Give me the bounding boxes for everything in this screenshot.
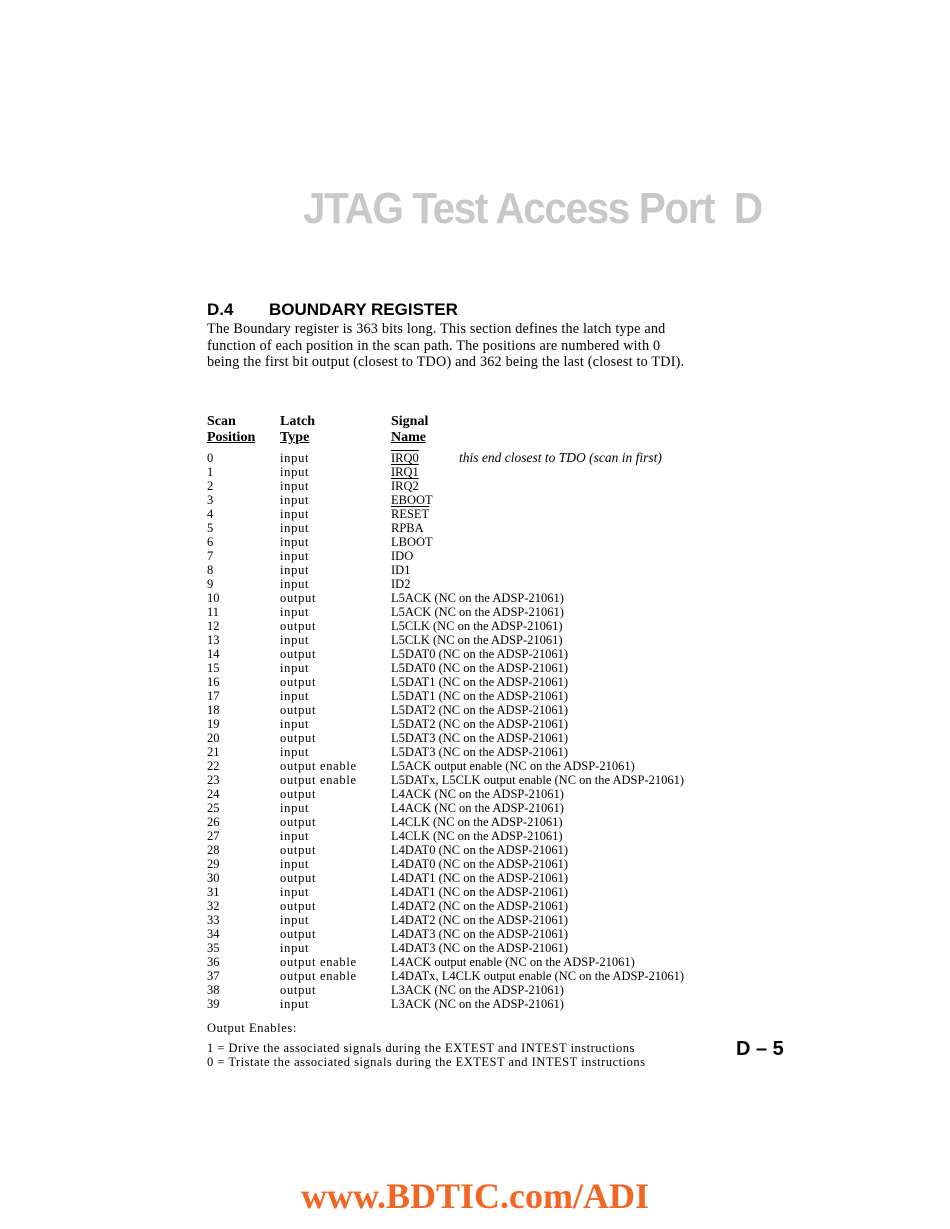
latch-type: input bbox=[280, 577, 310, 591]
latch-type: input bbox=[280, 633, 310, 647]
header-signal: Signal bbox=[391, 414, 429, 429]
latch-type: input bbox=[280, 563, 310, 577]
output-enable-line-2: 0 = Tristate the associated signals during the EXTEST and INTEST instructions bbox=[207, 1055, 646, 1069]
scan-position: 18 bbox=[207, 703, 220, 717]
signal-name: L5DAT1 (NC on the ADSP-21061) bbox=[391, 689, 569, 703]
signal-name: RPBA bbox=[391, 521, 424, 535]
latch-type: input bbox=[280, 661, 310, 675]
latch-type: output bbox=[280, 731, 317, 745]
latch-type: output bbox=[280, 871, 317, 885]
scan-position: 11 bbox=[207, 605, 220, 619]
signal-name: L5DAT2 (NC on the ADSP-21061) bbox=[391, 703, 569, 717]
scan-position: 33 bbox=[207, 913, 220, 927]
signal-name: L4ACK (NC on the ADSP-21061) bbox=[391, 801, 564, 815]
latch-type: output enable bbox=[280, 955, 357, 969]
signal-name: L5DAT2 (NC on the ADSP-21061) bbox=[391, 717, 569, 731]
intro-paragraph: The Boundary register is 363 bits long. This section defines the latch type and function of each position in the scan path. The positions are numbered with 0 being the first bit output (closest to TDO) and 362 being the last (closest to TDI). bbox=[207, 321, 685, 370]
tdo-note: this end closest to TDO (scan in first) bbox=[459, 450, 662, 465]
footer-url-link[interactable]: www.BDTIC.com/ADI bbox=[300, 1176, 649, 1216]
scan-position: 30 bbox=[207, 871, 220, 885]
scan-position: 3 bbox=[207, 493, 214, 507]
scan-position: 31 bbox=[207, 885, 220, 899]
scan-position: 8 bbox=[207, 563, 214, 577]
signal-name: L5DAT3 (NC on the ADSP-21061) bbox=[391, 745, 569, 759]
header-latch: Latch bbox=[280, 414, 315, 429]
scan-position: 22 bbox=[207, 759, 220, 773]
header-scan: Scan bbox=[207, 414, 236, 429]
scan-position: 20 bbox=[207, 731, 220, 745]
signal-name: L4DAT0 (NC on the ADSP-21061) bbox=[391, 857, 569, 871]
scan-position: 29 bbox=[207, 857, 220, 871]
scan-position: 24 bbox=[207, 787, 220, 801]
signal-name: EBOOT bbox=[391, 493, 433, 507]
scan-position: 6 bbox=[207, 535, 214, 549]
latch-type: input bbox=[280, 521, 310, 535]
latch-type: output enable bbox=[280, 759, 357, 773]
signal-name: L5DAT3 (NC on the ADSP-21061) bbox=[391, 731, 569, 745]
latch-type: input bbox=[280, 857, 310, 871]
signal-name: IRQ1 bbox=[391, 465, 419, 479]
latch-type: output enable bbox=[280, 773, 357, 787]
latch-type: output bbox=[280, 591, 317, 605]
scan-position: 34 bbox=[207, 927, 220, 941]
header-type: Type bbox=[280, 430, 310, 445]
latch-type: output bbox=[280, 647, 317, 661]
latch-type: output bbox=[280, 619, 317, 633]
scan-position: 19 bbox=[207, 717, 220, 731]
output-enable-line-1: 1 = Drive the associated signals during the EXTEST and INTEST instructions bbox=[207, 1041, 635, 1055]
scan-position: 21 bbox=[207, 745, 220, 759]
scan-position: 27 bbox=[207, 829, 220, 843]
signal-name: L5DAT0 (NC on the ADSP-21061) bbox=[391, 661, 569, 675]
scan-position: 39 bbox=[207, 997, 220, 1011]
latch-type: input bbox=[280, 689, 310, 703]
latch-type: output bbox=[280, 675, 317, 689]
signal-name: L5DAT1 (NC on the ADSP-21061) bbox=[391, 675, 569, 689]
signal-name: IDO bbox=[391, 549, 414, 563]
latch-type: input bbox=[280, 829, 310, 843]
signal-name: L4DAT3 (NC on the ADSP-21061) bbox=[391, 941, 569, 955]
latch-type: output enable bbox=[280, 969, 357, 983]
scan-position: 13 bbox=[207, 633, 220, 647]
signal-name: L4ACK output enable (NC on the ADSP-21061) bbox=[391, 955, 635, 969]
output-enables-legend bbox=[207, 1041, 645, 1069]
section-title: BOUNDARY REGISTER bbox=[269, 300, 458, 319]
latch-type: input bbox=[280, 717, 310, 731]
scan-position: 14 bbox=[207, 647, 220, 661]
latch-type: input bbox=[280, 885, 310, 899]
signal-name: L5ACK (NC on the ADSP-21061) bbox=[391, 591, 564, 605]
scan-position: 10 bbox=[207, 591, 220, 605]
latch-type: input bbox=[280, 801, 310, 815]
signal-name: L4DAT1 (NC on the ADSP-21061) bbox=[391, 885, 569, 899]
scan-position: 7 bbox=[207, 549, 214, 563]
scan-position: 1 bbox=[207, 465, 214, 479]
scan-position: 4 bbox=[207, 507, 214, 521]
signal-name: L4DATx, L4CLK output enable (NC on the ADSP-21061) bbox=[391, 969, 685, 983]
signal-name: L4CLK (NC on the ADSP-21061) bbox=[391, 815, 563, 829]
latch-type: input bbox=[280, 465, 310, 479]
latch-type: output bbox=[280, 815, 317, 829]
signal-name: L4DAT1 (NC on the ADSP-21061) bbox=[391, 871, 569, 885]
scan-position: 9 bbox=[207, 577, 214, 591]
latch-type: input bbox=[280, 913, 310, 927]
scan-position: 12 bbox=[207, 619, 220, 633]
scan-position: 2 bbox=[207, 479, 214, 493]
section-heading bbox=[207, 300, 458, 320]
scan-position: 0 bbox=[207, 451, 214, 465]
page-number: D – 5 bbox=[736, 1038, 784, 1060]
latch-type: output bbox=[280, 843, 317, 857]
latch-type: input bbox=[280, 549, 310, 563]
scan-position: 35 bbox=[207, 941, 220, 955]
signal-name: L5CLK (NC on the ADSP-21061) bbox=[391, 619, 563, 633]
scan-position: 25 bbox=[207, 801, 220, 815]
signal-name: L4ACK (NC on the ADSP-21061) bbox=[391, 787, 564, 801]
signal-name: RESET bbox=[391, 507, 430, 521]
latch-type: input bbox=[280, 605, 310, 619]
signal-name: L3ACK (NC on the ADSP-21061) bbox=[391, 983, 564, 997]
signal-name: L5ACK (NC on the ADSP-21061) bbox=[391, 605, 564, 619]
scan-position: 37 bbox=[207, 969, 220, 983]
signal-name: L4CLK (NC on the ADSP-21061) bbox=[391, 829, 563, 843]
header-position: Position bbox=[207, 430, 256, 445]
latch-type: input bbox=[280, 507, 310, 521]
scan-position: 36 bbox=[207, 955, 220, 969]
latch-type: output bbox=[280, 703, 317, 717]
scan-position: 38 bbox=[207, 983, 220, 997]
signal-name: L5CLK (NC on the ADSP-21061) bbox=[391, 633, 563, 647]
signal-name: IRQ0 bbox=[391, 451, 419, 465]
signal-name: ID1 bbox=[391, 563, 411, 577]
signal-name: L3ACK (NC on the ADSP-21061) bbox=[391, 997, 564, 1011]
signal-name: LBOOT bbox=[391, 535, 433, 549]
signal-name: L4DAT2 (NC on the ADSP-21061) bbox=[391, 913, 569, 927]
scan-position: 5 bbox=[207, 521, 214, 535]
latch-type: input bbox=[280, 745, 310, 759]
latch-type: output bbox=[280, 927, 317, 941]
signal-name: L5DATx, L5CLK output enable (NC on the ADSP-21061) bbox=[391, 773, 685, 787]
latch-type: input bbox=[280, 479, 310, 493]
chapter-title: JTAG Test Access Port D bbox=[303, 184, 762, 233]
output-enables-label: Output Enables: bbox=[207, 1021, 297, 1035]
latch-type: output bbox=[280, 787, 317, 801]
latch-type: input bbox=[280, 997, 310, 1011]
signal-name: L4DAT0 (NC on the ADSP-21061) bbox=[391, 843, 569, 857]
latch-type: input bbox=[280, 451, 310, 465]
scan-position: 32 bbox=[207, 899, 220, 913]
scan-position: 26 bbox=[207, 815, 220, 829]
latch-type: input bbox=[280, 493, 310, 507]
latch-type: input bbox=[280, 535, 310, 549]
scan-position: 17 bbox=[207, 689, 220, 703]
signal-name: IRQ2 bbox=[391, 479, 419, 493]
signal-name: L4DAT2 (NC on the ADSP-21061) bbox=[391, 899, 569, 913]
signal-name: L4DAT3 (NC on the ADSP-21061) bbox=[391, 927, 569, 941]
signal-name: L5DAT0 (NC on the ADSP-21061) bbox=[391, 647, 569, 661]
scan-position: 16 bbox=[207, 675, 220, 689]
signal-name: ID2 bbox=[391, 577, 411, 591]
latch-type: input bbox=[280, 941, 310, 955]
signal-name: L5ACK output enable (NC on the ADSP-21061) bbox=[391, 759, 635, 773]
scan-position: 23 bbox=[207, 773, 220, 787]
section-number: D.4 bbox=[207, 300, 234, 319]
header-name: Name bbox=[391, 430, 426, 445]
scan-position: 15 bbox=[207, 661, 220, 675]
scan-position: 28 bbox=[207, 843, 220, 857]
latch-type: output bbox=[280, 983, 317, 997]
latch-type: output bbox=[280, 899, 317, 913]
